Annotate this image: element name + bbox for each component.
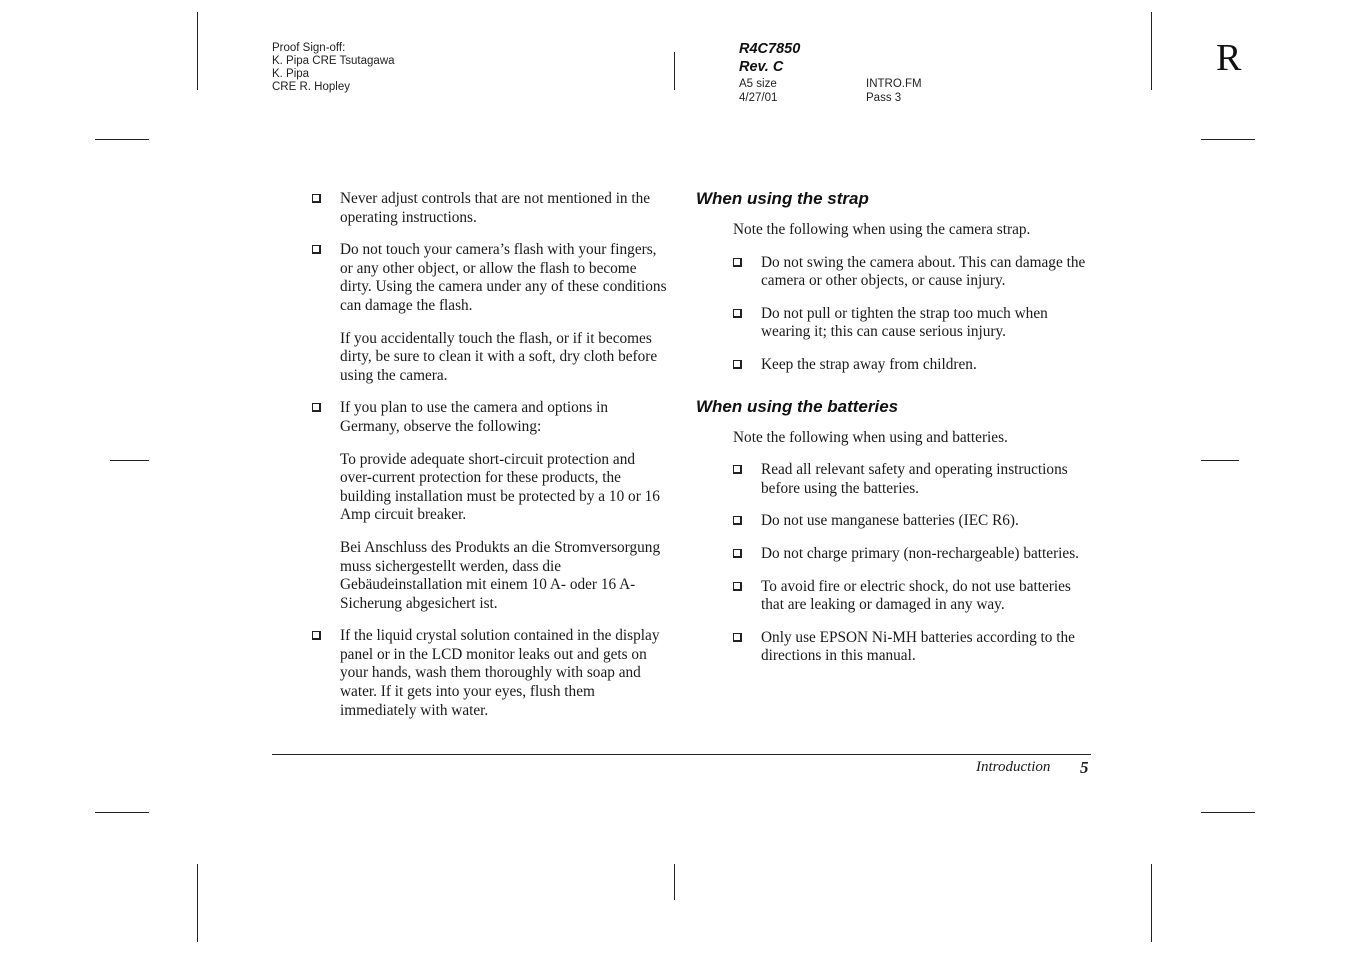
crop-mark <box>110 460 149 461</box>
checkbox-bullet-icon <box>312 245 321 254</box>
crop-mark <box>197 864 198 942</box>
crop-mark <box>1201 139 1255 140</box>
crop-mark <box>95 139 149 140</box>
checkbox-bullet-icon <box>733 549 742 558</box>
crop-mark <box>1201 812 1255 813</box>
crop-mark <box>674 864 675 900</box>
list-item-text: To avoid fire or electric shock, do not use batteries that are leaking or damaged in any way. <box>761 577 1071 614</box>
crop-mark <box>1151 864 1152 942</box>
list-item-text: Read all relevant safety and operating instructions before using the batteries. <box>761 461 1068 497</box>
crop-mark <box>197 12 198 90</box>
checkbox-bullet-icon <box>733 360 742 369</box>
section-intro: Note the following when using and batteries. <box>733 428 1008 446</box>
file-name: INTRO.FM <box>866 78 922 90</box>
list-item <box>733 356 1092 375</box>
list-item-text: If you plan to use the camera and options in Germany, observe the following: <box>340 399 609 435</box>
corner-mark: R <box>1216 37 1242 79</box>
doc-date: 4/27/01 <box>739 92 778 104</box>
checkbox-bullet-icon <box>312 403 321 412</box>
list-item-subparagraph: Bei Anschluss des Produkts an die Stromversorgung muss sichergestellt werden, dass die Gebäudeinstallation mit einem 10 A- oder 16 A-Sicherung abgesichert ist. <box>340 538 661 612</box>
page-number: 5 <box>1080 758 1089 777</box>
section-intro: Note the following when using the camera strap. <box>733 221 1031 238</box>
list-item-text: Never adjust controls that are not mentioned in the operating instructions. <box>340 190 651 226</box>
footer-rule <box>272 754 1091 755</box>
section-heading-strap: When using the strap <box>696 189 869 208</box>
right-column <box>696 189 1092 680</box>
proof-line: CRE R. Hopley <box>272 81 350 93</box>
list-item <box>733 305 1092 342</box>
list-item <box>733 578 1092 615</box>
list-item-text: Do not swing the camera about. This can damage the camera or other objects, or cause injury. <box>761 253 1086 290</box>
list-item-text: If the liquid crystal solution contained in the display panel or in the LCD monitor leaks out and gets on your hands, wash them thoroughly with soap and water. If it gets into your eyes, flush them immediately with water. <box>340 627 660 719</box>
proof-line: Proof Sign-off: <box>272 42 346 54</box>
checkbox-bullet-icon <box>733 465 742 474</box>
list-item <box>733 461 1092 498</box>
strap-list <box>733 254 1092 375</box>
checkbox-bullet-icon <box>733 309 742 318</box>
list-item <box>733 254 1092 291</box>
footer-section-title: Introduction <box>976 759 1051 775</box>
page-size: A5 size <box>739 78 777 90</box>
batteries-list <box>733 461 1092 666</box>
list-item-text: Do not pull or tighten the strap too much when wearing it; this can cause serious injury. <box>761 304 1048 341</box>
checkbox-bullet-icon <box>733 258 742 267</box>
list-item <box>733 512 1092 531</box>
list-item-subparagraph: If you accidentally touch the flash, or if it becomes dirty, be sure to clean it with a soft, dry cloth before using the camera. <box>340 329 658 384</box>
checkbox-bullet-icon <box>312 194 321 203</box>
list-item-text: Do not touch your camera’s flash with your fingers, or any other object, or allow the flash to become dirty. Using the camera under any of these conditions can damage the flash. <box>340 241 667 314</box>
checkbox-bullet-icon <box>312 631 321 640</box>
section-heading-batteries: When using the batteries <box>696 396 899 416</box>
list-item-text: Do not use manganese batteries (IEC R6). <box>761 512 1019 530</box>
pass-number: Pass 3 <box>866 92 902 104</box>
list-item <box>312 399 668 436</box>
crop-mark <box>674 52 675 90</box>
doc-code: R4C7850 <box>739 41 801 57</box>
crop-mark <box>95 812 149 813</box>
revision: Rev. C <box>739 59 784 75</box>
left-column <box>312 190 668 734</box>
list-item <box>312 627 668 720</box>
list-item-text: Only use EPSON Ni-MH batteries according to the directions in this manual. <box>761 628 1075 665</box>
list-item <box>312 190 668 227</box>
checkbox-bullet-icon <box>733 633 742 642</box>
proof-signoff <box>272 42 395 94</box>
proof-line: K. Pipa <box>272 68 310 80</box>
crop-mark <box>1201 460 1239 461</box>
list-item-text: Keep the strap away from children. <box>761 355 977 373</box>
list-item <box>312 241 668 315</box>
list-item-text: Do not charge primary (non-rechargeable) batteries. <box>761 544 1079 562</box>
list-item <box>733 629 1092 666</box>
checkbox-bullet-icon <box>733 582 742 591</box>
proof-line: K. Pipa CRE Tsutagawa <box>272 55 395 67</box>
crop-mark <box>1151 12 1152 90</box>
checkbox-bullet-icon <box>733 516 742 525</box>
list-item <box>733 545 1092 564</box>
list-item-subparagraph: To provide adequate short-circuit protection and over-current protection for these products, the building installation must be protected by a 10 or 16 Amp circuit breaker. <box>340 450 660 524</box>
